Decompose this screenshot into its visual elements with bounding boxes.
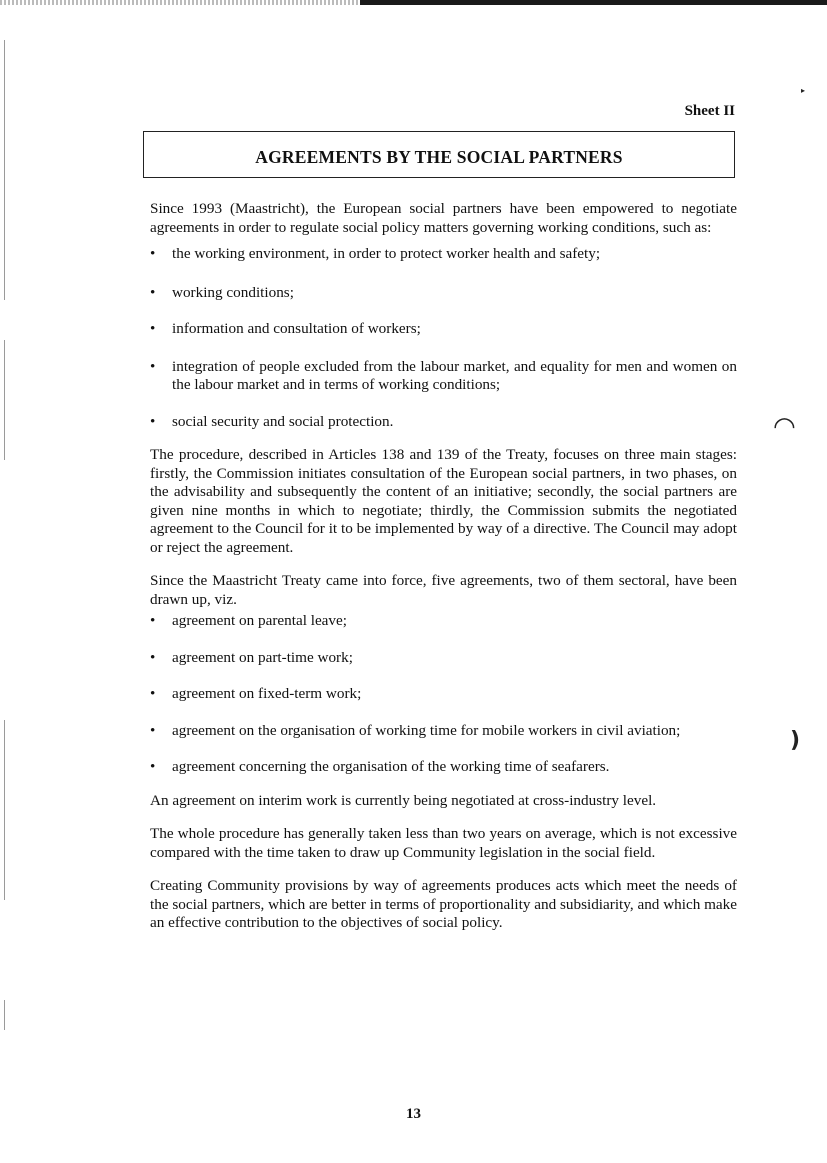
list-item — [150, 758, 737, 777]
page-number: 13 — [406, 1106, 421, 1122]
list-item — [150, 612, 737, 631]
list-item-text: agreement on the organisation of working time for mobile workers in civil aviation; — [172, 721, 681, 739]
bullet-icon: • — [150, 245, 156, 262]
bullet-icon: • — [150, 612, 156, 629]
top-scan-border-faded — [0, 0, 360, 5]
body-text — [150, 200, 737, 933]
sheet-label: Sheet II — [684, 103, 735, 119]
page-title: AGREEMENTS BY THE SOCIAL PARTNERS — [255, 146, 623, 167]
social-policy-matters-list — [150, 245, 737, 431]
bullet-icon: • — [150, 320, 156, 337]
agreements-list — [150, 612, 737, 777]
list-item-text: social security and social protection. — [172, 412, 394, 430]
list-item-text: agreement on part-time work; — [172, 648, 353, 666]
agreements-intro-paragraph: Since the Maastricht Treaty came into force, five agreements, two of them sectoral, have been drawn up, viz. — [150, 572, 737, 608]
interim-paragraph: An agreement on interim work is currently being negotiated at cross-industry level. — [150, 791, 657, 809]
list-item-text: the working environment, in order to protect worker health and safety; — [172, 245, 601, 262]
list-item — [150, 358, 737, 395]
list-item — [150, 649, 737, 668]
list-item-text: agreement concerning the organisation of the working time of seafarers. — [172, 758, 610, 775]
conclusion-paragraph: Creating Community provisions by way of agreements produces acts which meet the needs of the social partners, which are better in terms of proportionality and subsidiarity, and which make an effective contribution to the objectives of social policy. — [150, 877, 737, 931]
bullet-icon: • — [150, 357, 156, 375]
list-item-text: integration of people excluded from the labour market, and equality for men and women on the labour market and in terms of working conditions; — [172, 357, 737, 393]
bullet-icon: • — [150, 412, 156, 430]
bullet-icon: • — [150, 648, 156, 666]
intro-paragraph: Since 1993 (Maastricht), the European social partners have been empowered to negotiate agreements in order to regulate social policy matters governing working conditions, such as: — [150, 200, 737, 236]
bullet-icon: • — [150, 721, 156, 739]
right-margin-mark-arrow: ▸ — [801, 86, 806, 95]
bullet-icon: • — [150, 685, 156, 702]
list-item — [150, 685, 737, 704]
left-scan-line — [4, 720, 5, 900]
right-margin-mark-arc: ◠ — [773, 412, 796, 442]
list-item — [150, 413, 737, 432]
left-scan-line — [4, 40, 5, 300]
right-margin-mark-blot: ) — [790, 728, 801, 753]
procedure-paragraph: The procedure, described in Articles 138 and 139 of the Treaty, focuses on three main stages: firstly, the Commission initiates consultation of the European social partners, in two phases, on the advisability and subsequently the content of an initiative; secondly, the social partners are given nine months in which to negotiate; thirdly, the Commission submits the negotiated agreement to the Council for it to be implemented by way of a directive. The Council may adopt or reject the agreement. — [150, 446, 737, 556]
left-scan-line — [4, 1000, 5, 1030]
list-item — [150, 245, 737, 264]
list-item-text: working conditions; — [172, 283, 294, 301]
list-item — [150, 722, 737, 741]
list-item-text: agreement on fixed-term work; — [172, 685, 362, 702]
bullet-icon: • — [150, 758, 156, 775]
duration-paragraph: The whole procedure has generally taken less than two years on average, which is not excessive compared with the time taken to draw up Community legislation in the social field. — [150, 825, 737, 861]
list-item-text: information and consultation of workers; — [172, 320, 421, 337]
bullet-icon: • — [150, 283, 156, 301]
list-item — [150, 320, 737, 339]
list-item-text: agreement on parental leave; — [172, 612, 347, 629]
title-box — [143, 131, 735, 178]
list-item — [150, 284, 737, 303]
left-scan-line — [4, 340, 5, 460]
